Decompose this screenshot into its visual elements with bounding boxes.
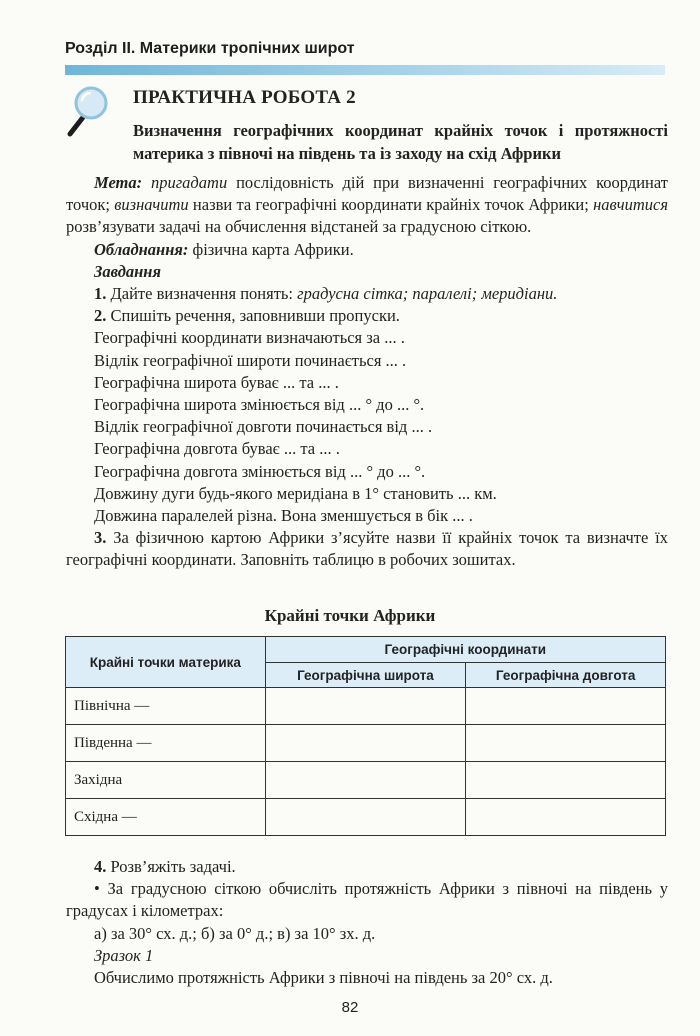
extreme-points-table <box>65 636 666 836</box>
magnifier-icon <box>64 86 110 138</box>
latitude-cell <box>265 799 466 836</box>
page-number: 82 <box>341 999 359 1016</box>
latitude-cell <box>265 688 466 725</box>
goal-paragraph: Мета: пригадати послідовність дій при визначенні географічних координат точок; визначити назви та географічні координати крайніх точок Африки; навчитися розв’язувати задачі на обчислення відстаней за градусною сіткою. <box>66 173 669 237</box>
tasks-heading: Завдання <box>94 261 161 281</box>
col-header-longitude: Географічна довгота <box>466 663 666 688</box>
section-header: Розділ II. Материки тропічних широт <box>65 40 355 57</box>
task-4: 4. Розв’яжіть задачі. <box>94 857 236 876</box>
table-row <box>66 725 666 762</box>
table-row <box>66 762 666 799</box>
sample-text: Обчислимо протяжність Африки з півночі на південь за 20° сх. д. <box>94 968 553 988</box>
longitude-cell <box>466 725 666 762</box>
task-4-options: а) за 30° сх. д.; б) за 0° д.; в) за 10° зх. д. <box>94 923 376 943</box>
task-2: 2. Спишіть речення, заповнивши пропуски. <box>94 306 400 326</box>
header-bar <box>65 65 665 75</box>
latitude-cell <box>265 725 466 762</box>
longitude-cell <box>466 799 666 836</box>
latitude-cell <box>265 762 466 799</box>
longitude-cell <box>466 688 666 725</box>
task-4-bullet: • За градусною сіткою обчисліть протяжність Африки з півночі на південь у градусах і кілометрах: <box>66 879 668 921</box>
sentence-line: Географічна широта змінюється від ... ° до ... °. <box>94 395 425 415</box>
table-row <box>66 799 666 836</box>
equipment-label: Обладнання: <box>94 239 189 259</box>
practical-title: ПРАКТИЧНА РОБОТА 2 <box>133 87 356 108</box>
sentence-line: Довжина паралелей різна. Вона зменшується в бік ... . <box>94 506 473 526</box>
sentence-line: Географічні координати визначаються за ... . <box>94 328 405 348</box>
goal-label: Мета: <box>94 173 143 192</box>
row-label: Східна — <box>66 799 266 836</box>
sentence-line: Географічна довгота змінюється від ... ° до ... °. <box>94 461 426 481</box>
sentence-line: Відлік географічної довготи починається від ... . <box>94 417 433 437</box>
longitude-cell <box>466 762 666 799</box>
row-label: Північна — <box>66 688 266 725</box>
equipment-paragraph: Обладнання: фізична карта Африки. <box>94 239 354 259</box>
row-label: Західна <box>66 762 266 799</box>
col-header-latitude: Географічна широта <box>265 663 466 688</box>
sentence-line: Довжину дуги будь-якого меридіана в 1° становить ... км. <box>94 483 497 503</box>
sentence-line: Відлік географічної широти починається ... . <box>94 350 407 370</box>
practical-subtitle: Визначення географічних координат крайніх точок і протяжності материка з півночі на південь та із заходу на схід Африки <box>133 121 668 163</box>
body-text <box>66 172 668 572</box>
col-header-coordinates: Географічні координати <box>265 637 665 663</box>
table-title: Крайні точки Африки <box>264 606 436 625</box>
task-1: 1. Дайте визначення понять: градусна сітка; паралелі; меридіани. <box>94 284 558 304</box>
sentence-line: Географічна довгота буває ... та ... . <box>94 439 340 459</box>
row-label: Південна — <box>66 725 266 762</box>
col-header-points: Крайні точки материка <box>66 637 266 688</box>
task-4-section <box>66 856 668 989</box>
table-row <box>66 688 666 725</box>
sentence-line: Географічна широта буває ... та ... . <box>94 372 339 392</box>
sample-label: Зразок 1 <box>94 945 154 965</box>
task-3: 3. За фізичною картою Африки з’ясуйте назви її крайніх точок та визначте їх географічні координати. Заповніть таблицю в робочих зошитах. <box>66 528 668 570</box>
